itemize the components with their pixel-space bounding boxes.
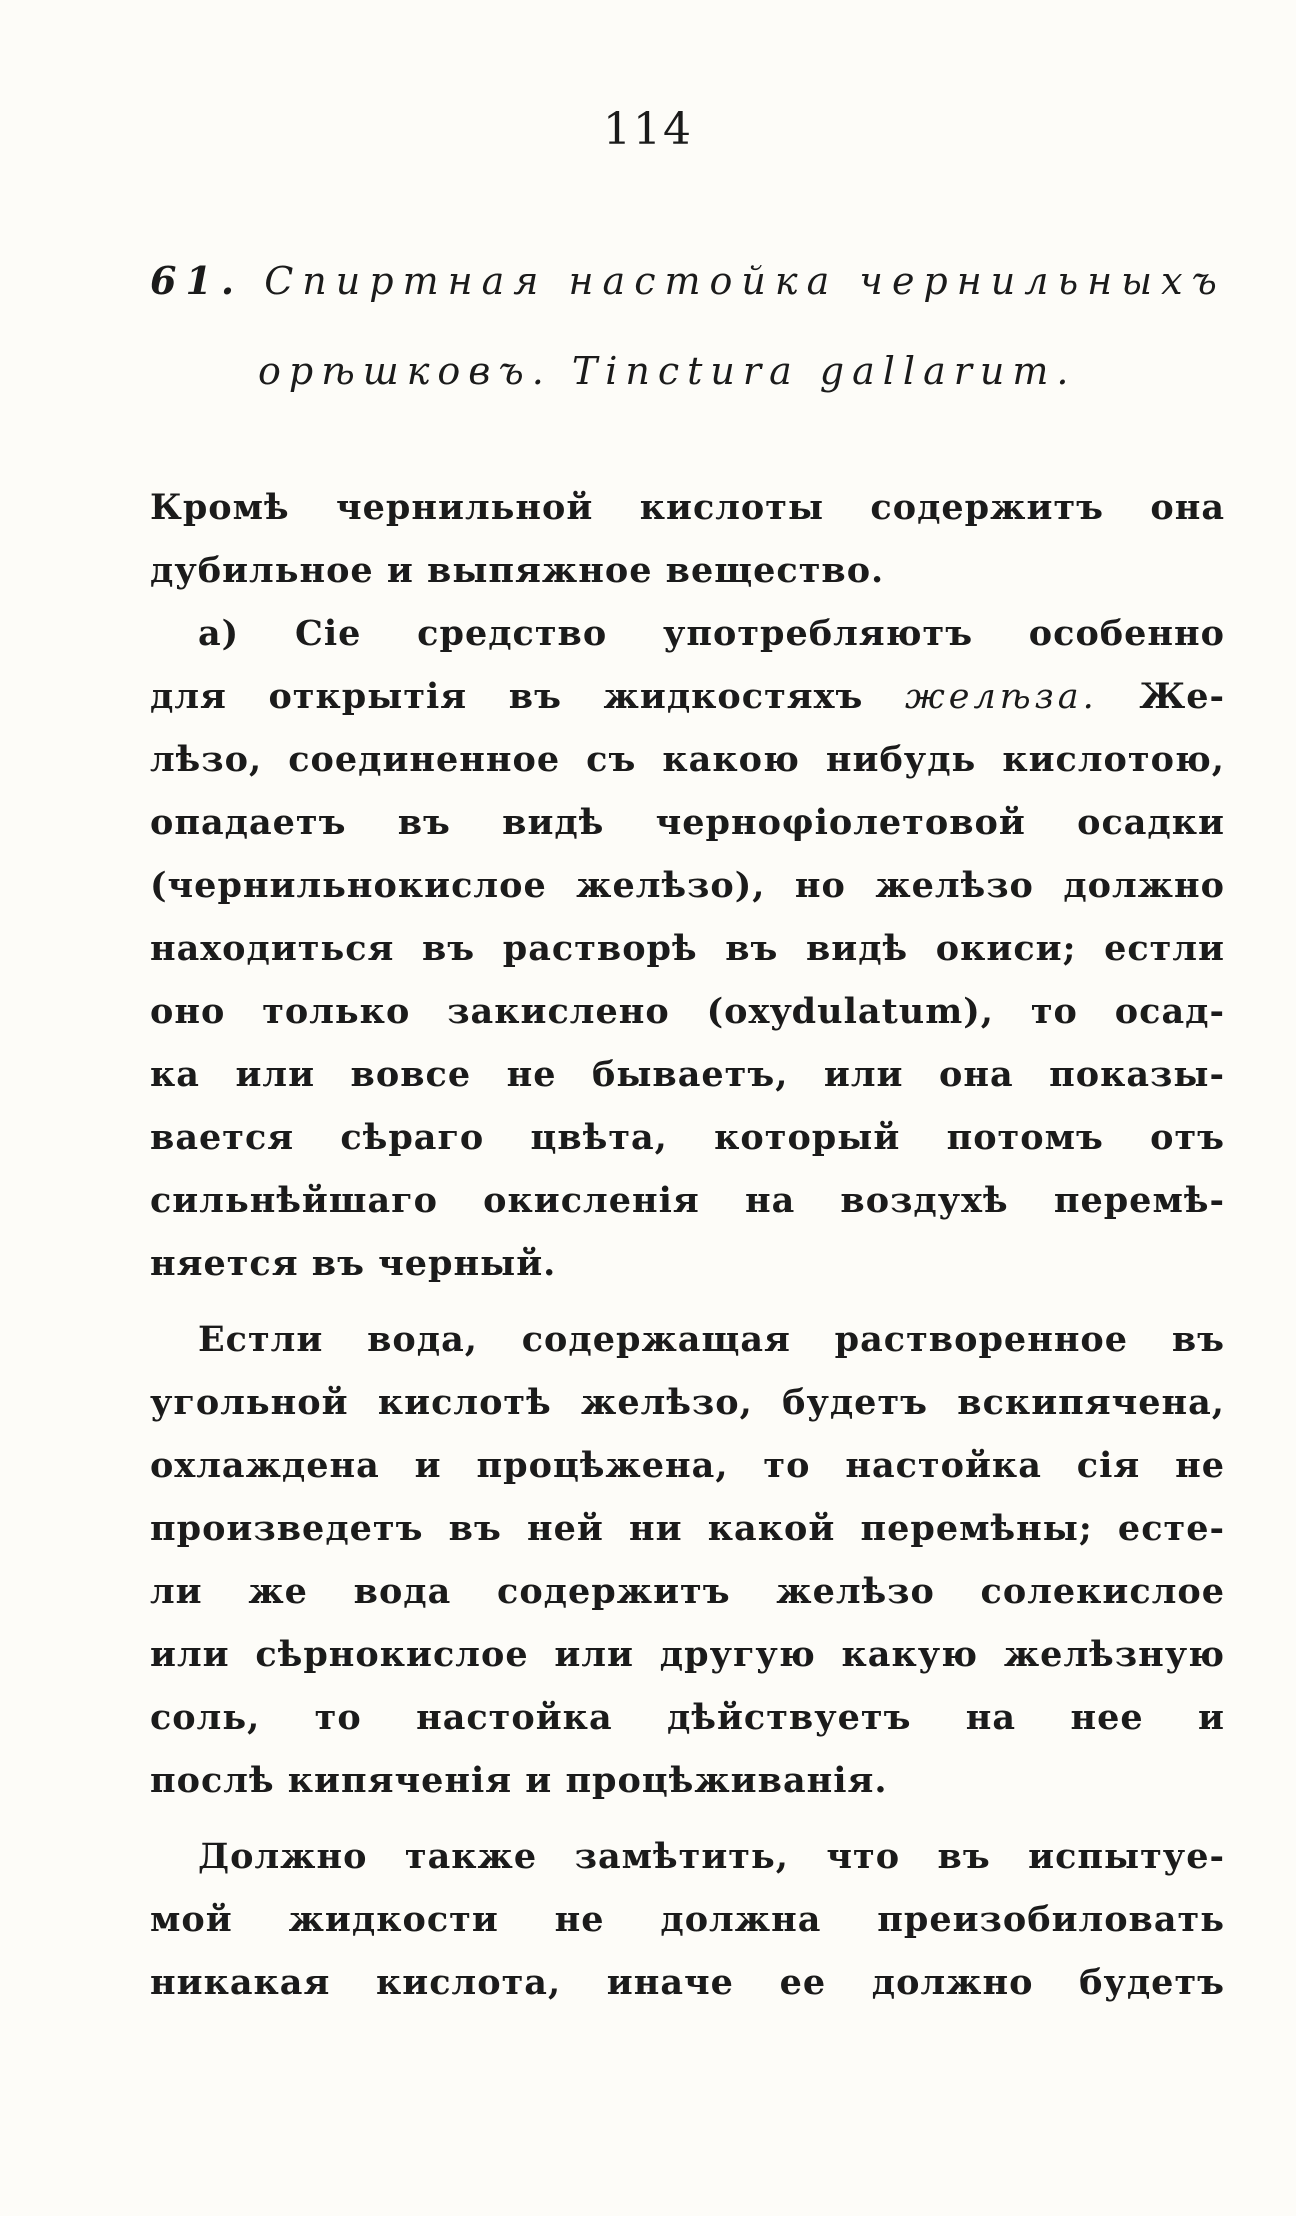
- text-line: вается сѣраго цвѣта, который потомъ отъ: [150, 1117, 1225, 1158]
- section-heading-line-2: орѣшковъ. Tinctura gallarum.: [258, 349, 1077, 393]
- page-number: 114: [603, 104, 693, 155]
- text-line: находиться въ растворѣ въ видѣ окиси; естли: [150, 928, 1225, 969]
- text-line: никакая кислота, иначе ее должно будетъ: [150, 1962, 1225, 2003]
- text-line: или сѣрнокислое или другую какую желѣзную: [150, 1634, 1225, 1675]
- text-line: лѣзо, соединенное съ какою нибудь кислотою,: [150, 739, 1225, 780]
- section-number: 61.: [150, 258, 244, 303]
- text-line: охлаждена и процѣжена, то настойка сія не: [150, 1445, 1225, 1486]
- text-line: опадаетъ въ видѣ черноφіолетовой осадки: [150, 802, 1225, 843]
- text-run: для открытія въ жидкостяхъ: [150, 676, 864, 717]
- text-line: угольной кислотѣ желѣзо, будетъ вскипячена,: [150, 1382, 1225, 1423]
- text-line: Естли вода, содержащая растворенное въ: [198, 1319, 1225, 1360]
- text-run: Же-: [1139, 676, 1225, 717]
- text-line: произведетъ въ ней ни какой перемѣны; есте-: [150, 1508, 1225, 1549]
- text-line: a) Сіе средство употребляютъ особенно: [198, 613, 1225, 654]
- text-line: няется въ черный.: [150, 1243, 557, 1284]
- text-line: (чернильнокислое желѣзо), но желѣзо должно: [150, 865, 1225, 906]
- text-line: ли же вода содержитъ желѣзо солекислое: [150, 1571, 1225, 1612]
- text-line: послѣ кипяченія и процѣживанія.: [150, 1760, 888, 1801]
- text-line: ка или вовсе не бываетъ, или она показы-: [150, 1054, 1225, 1095]
- section-heading-line-1: [150, 258, 1225, 303]
- text-line: оно только закислено (oxydulatum), то осад-: [150, 991, 1225, 1032]
- text-line: Кромѣ чернильной кислоты содержитъ она: [150, 487, 1225, 528]
- text-line: [150, 676, 1225, 734]
- text-line: соль, то настойка дѣйствуетъ на нее и: [150, 1697, 1225, 1738]
- italic-term: желѣза.: [904, 677, 1098, 717]
- text-line: дубильное и выпяжное вещество.: [150, 550, 885, 591]
- text-line: сильнѣйшаго окисленія на воздухѣ перемѣ-: [150, 1180, 1225, 1221]
- section-title-part-1: Спиртная настойка чернильныхъ: [264, 259, 1226, 303]
- text-line: Должно также замѣтить, что въ испытуе-: [198, 1836, 1225, 1877]
- text-line: мой жидкости не должна преизобиловать: [150, 1899, 1225, 1940]
